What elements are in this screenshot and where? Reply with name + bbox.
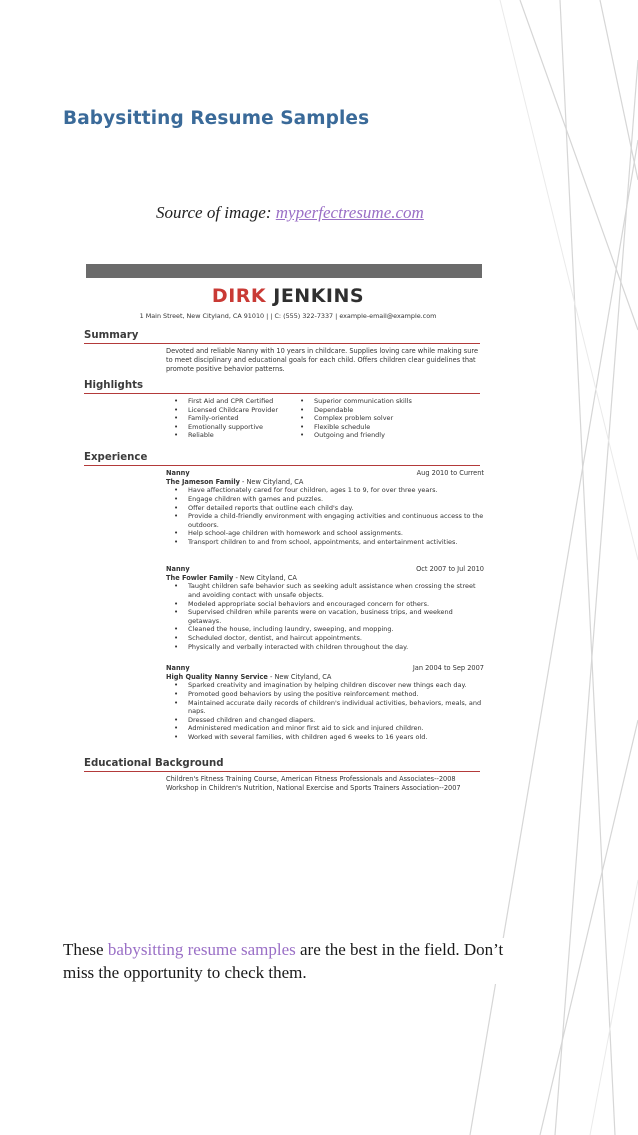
highlight-item: • Dependable [300,406,450,415]
job-duty: • Transport children to and from school, appointments, and entertainment activities. [174,538,484,547]
job-title: Nanny [166,664,190,672]
resume-education-title: Educational Background [84,758,224,769]
body-paragraph [63,938,515,984]
job-duty: • Engage children with games and puzzles. [174,495,484,504]
resume-highlights-title: Highlights [84,380,144,391]
image-source-line [156,203,424,223]
page-title: Babysitting Resume Samples [63,108,370,129]
job-header [166,469,484,478]
job-duty: • Cleaned the house, including laundry, sweeping, and mopping. [174,625,484,634]
highlight-item: • Outgoing and friendly [300,431,450,440]
resume-highlights-right [300,397,450,440]
resume-section-rule [84,343,480,344]
resume-summary-title: Summary [84,330,139,341]
resume-contact: 1 Main Street, New Cityland, CA 91010 | | C: (555) 322-7337 | example-email@example.com [139,312,437,320]
job-header [166,664,484,673]
job-employer [166,478,484,487]
highlight-item: • Flexible schedule [300,423,450,432]
babysitting-resume-samples-link[interactable]: babysitting resume samples [107,940,296,959]
job-duty: • Physically and verbally interacted with children throughout the day. [174,643,484,652]
job-title: Nanny [166,469,190,477]
resume-sample-image [64,248,512,838]
job-location: - New Cityland, CA [233,573,297,582]
job-duty: • Administered medication and minor first aid to sick and injured children. [174,724,484,733]
job-employer-name: The Fowler Family [166,573,234,582]
source-prefix: Source of image: [156,203,272,222]
highlight-item: • Emotionally supportive [174,423,304,432]
source-link[interactable]: myperfectresume.com [275,203,424,222]
job-duty: • Sparked creativity and imagination by helping children discover new things each day. [174,681,484,690]
body-text-before: These [63,940,108,959]
job-dates: Aug 2010 to Current [416,469,484,477]
job-duty: • Offer detailed reports that outline each child's day. [174,504,484,513]
highlight-item: • Licensed Childcare Provider [174,406,304,415]
resume-experience-title: Experience [84,452,148,463]
job-duty: • Taught children safe behavior such as seeking adult assistance when crossing the street and avoiding contact with unsafe objects. [174,582,484,599]
job-dates: Jan 2004 to Sep 2007 [412,664,484,672]
job-duty: • Have affectionately cared for four children, ages 1 to 9, for over three years. [174,486,484,495]
job-duty: • Help school-age children with homework and school assignments. [174,529,484,538]
job-duty: • Promoted good behaviors by using the positive reinforcement method. [174,690,484,699]
job-employer-name: High Quality Nanny Service [166,672,268,681]
job-duties [174,486,484,546]
job-duty: • Supervised children while parents were on vacation, business trips, and weekend getaways. [174,608,484,625]
job-location: - New Cityland, CA [267,672,332,681]
resume-header-bar [86,264,482,278]
resume-section-rule [84,393,480,394]
job-duty: • Provide a child-friendly environment with engaging activities and continuous access to the outdoors. [174,512,484,529]
highlight-item: • First Aid and CPR Certified [174,397,304,406]
resume-summary-text: Devoted and reliable Nanny with 10 years in childcare. Supplies loving care while making sure to meet disciplinary and educational goals for each child. Offers children clear guidelines that promote positive behavior patterns. [166,347,479,373]
job-duties [174,582,484,651]
resume-last-name: JENKINS [273,285,365,307]
job-employer-name: The Jameson Family [166,477,240,486]
resume-name [64,285,512,307]
job-employer [166,673,484,682]
highlight-item: • Complex problem solver [300,414,450,423]
education-item: Workshop in Children's Nutrition, National Exercise and Sports Trainers Association--2007 [166,783,461,792]
highlight-item: • Family-oriented [174,414,304,423]
job-duty: • Dressed children and changed diapers. [174,716,484,725]
job-duty: • Worked with several families, with children aged 6 weeks to 16 years old. [174,733,484,742]
job-duties [174,681,484,741]
resume-section-rule [84,771,480,772]
resume-section-rule [84,465,480,466]
resume-first-name: DIRK [211,285,267,307]
education-item: Children's Fitness Training Course, American Fitness Professionals and Associates--2008 [166,775,456,783]
job-location: - New Cityland, CA [239,477,304,486]
resume-education-list [166,775,484,793]
job-duty: • Modeled appropriate social behaviors and encouraged concern for others. [174,600,484,609]
job-employer [166,574,484,583]
resume-job [166,469,484,547]
resume-job [166,565,484,651]
highlight-item: • Reliable [174,431,304,440]
resume-highlights-left [174,397,304,440]
job-duty: • Maintained accurate daily records of children's individual activities, behaviors, meals, and naps. [174,699,484,716]
body-text-after: are the best in the field. Don’t miss the opportunity to check them. [63,940,504,982]
job-duty: • Scheduled doctor, dentist, and haircut appointments. [174,634,484,643]
highlight-item: • Superior communication skills [300,397,450,406]
job-dates: Oct 2007 to Jul 2010 [416,565,484,573]
resume-job [166,664,484,742]
job-title: Nanny [166,565,190,573]
job-header [166,565,484,574]
